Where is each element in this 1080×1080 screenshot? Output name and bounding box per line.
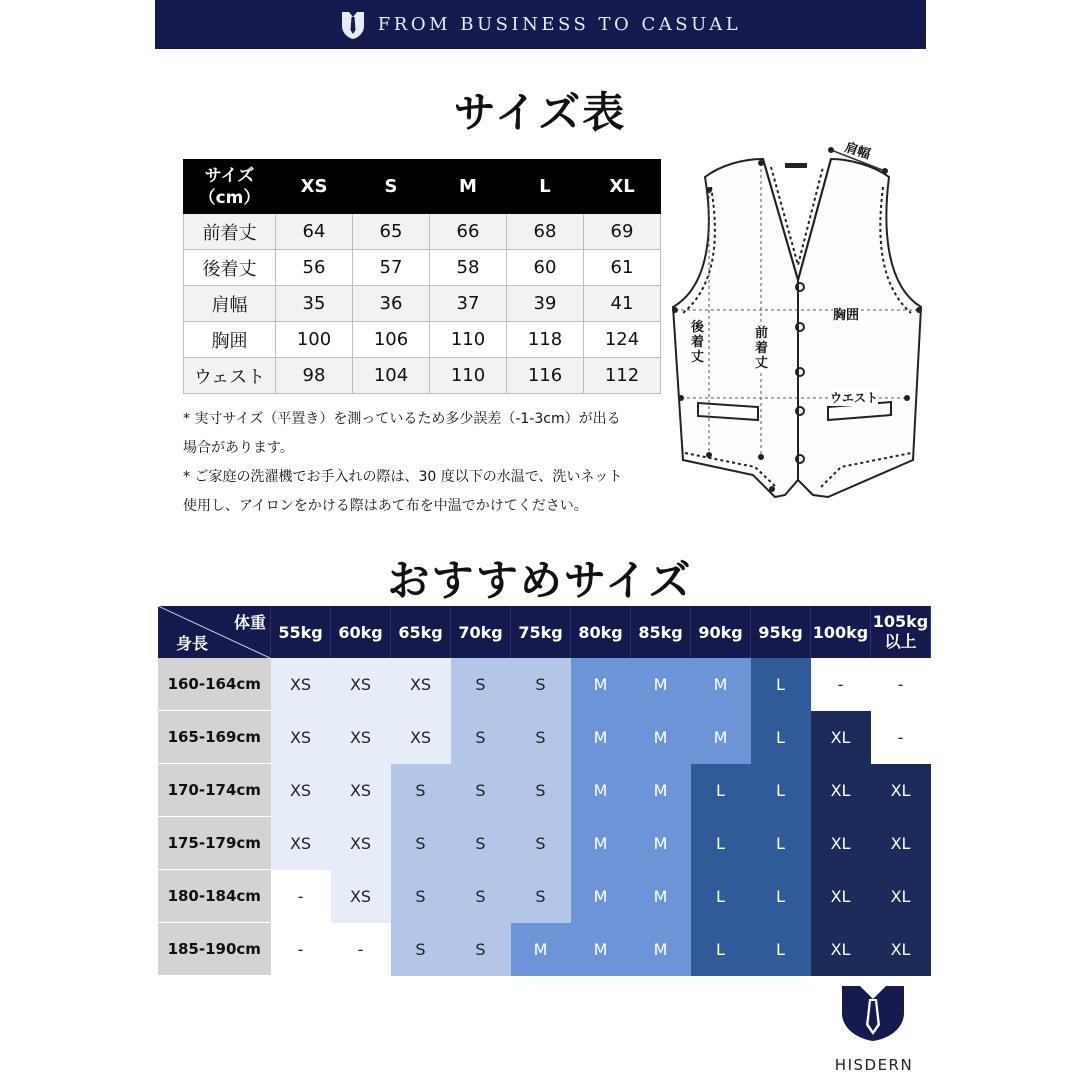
size-recommend-cell: L (691, 870, 751, 923)
size-recommend-cell: M (631, 764, 691, 817)
size-cell: 36 (353, 286, 430, 322)
size-recommend-cell: L (751, 764, 811, 817)
size-recommend-cell: L (751, 923, 811, 976)
size-recommend-cell: S (451, 923, 511, 976)
size-recommend-cell: S (511, 764, 571, 817)
size-recommend-cell: S (451, 817, 511, 870)
size-recommend-cell: M (571, 923, 631, 976)
size-chart-table (183, 159, 661, 394)
size-recommend-cell: L (751, 870, 811, 923)
recommend-row (158, 658, 931, 711)
size-recommend-cell: S (511, 817, 571, 870)
size-recommend-cell: M (691, 711, 751, 764)
size-recommend-cell: M (631, 870, 691, 923)
top-banner (155, 0, 926, 49)
weight-col: 100kg (811, 606, 871, 658)
size-row-label: ウェスト (184, 358, 276, 394)
weight-col: 65kg (391, 606, 451, 658)
size-col-m: M (430, 160, 507, 214)
weight-col: 75kg (511, 606, 571, 658)
size-recommend-cell: L (751, 817, 811, 870)
size-recommend-cell: XS (331, 764, 391, 817)
height-label: 175-179cm (158, 817, 271, 870)
size-recommend-cell: - (271, 870, 331, 923)
weight-col: 70kg (451, 606, 511, 658)
size-cell: 69 (584, 214, 661, 250)
size-recommend-cell: XS (271, 658, 331, 711)
size-recommend-cell: XS (391, 658, 451, 711)
size-cell: 39 (507, 286, 584, 322)
height-label: 160-164cm (158, 658, 271, 711)
size-chart-header (184, 160, 661, 214)
size-recommend-cell: S (511, 658, 571, 711)
size-cell: 57 (353, 250, 430, 286)
recommend-row (158, 817, 931, 870)
size-recommend-cell: S (451, 764, 511, 817)
recommend-row (158, 870, 931, 923)
size-recommend-cell: XL (811, 870, 871, 923)
size-recommend-cell: XL (871, 817, 931, 870)
hisdern-logo-icon (838, 983, 908, 1043)
size-recommend-cell: XS (271, 711, 331, 764)
size-recommend-cell: S (451, 870, 511, 923)
size-recommend-cell: XS (271, 764, 331, 817)
brand-name: HISDERN (834, 1056, 914, 1074)
size-chart-corner: サイズ （cm） (184, 160, 276, 214)
recommend-row (158, 764, 931, 817)
size-chart-title: サイズ表 (453, 88, 627, 137)
weight-col-last: 105kg 以上 (871, 606, 931, 658)
recommend-row (158, 923, 931, 976)
corner-weight: 体重 (233, 613, 266, 632)
height-label: 180-184cm (158, 870, 271, 923)
size-recommend-cell: M (511, 923, 571, 976)
recommend-row (158, 711, 931, 764)
size-recommend-cell: S (511, 711, 571, 764)
size-row-label: 胸囲 (184, 322, 276, 358)
size-col-xs: XS (276, 160, 353, 214)
size-row (184, 358, 661, 394)
size-recommend-cell: XS (331, 817, 391, 870)
recommend-corner (158, 606, 271, 658)
size-row (184, 250, 661, 286)
size-recommend-cell: L (691, 817, 751, 870)
note-line-4: 使用し、アイロンをかける際はあて布を中温でかけてください。 (183, 498, 588, 514)
size-cell: 64 (276, 214, 353, 250)
size-recommend-cell: M (631, 658, 691, 711)
vest-label-back: 後着丈 (691, 320, 705, 365)
size-cell: 100 (276, 322, 353, 358)
size-recommend-cell: XS (331, 658, 391, 711)
size-recommend-cell: M (631, 711, 691, 764)
size-col-l: L (507, 160, 584, 214)
size-cell: 60 (507, 250, 584, 286)
size-cell: 41 (584, 286, 661, 322)
size-recommend-cell: M (631, 817, 691, 870)
size-recommend-cell: XL (811, 764, 871, 817)
size-cell: 61 (584, 250, 661, 286)
size-recommend-cell: - (331, 923, 391, 976)
vest-label-chest: 胸囲 (833, 304, 859, 323)
size-cell: 56 (276, 250, 353, 286)
note-line-3: * ご家庭の洗濯機でお手入れの際は、30 度以下の水温で、洗いネット (183, 469, 623, 485)
size-recommend-cell: M (571, 711, 631, 764)
weight-col: 80kg (571, 606, 631, 658)
size-row (184, 214, 661, 250)
size-recommend-cell: S (451, 711, 511, 764)
size-recommend-cell: XL (811, 923, 871, 976)
size-row (184, 286, 661, 322)
size-col-xl: XL (584, 160, 661, 214)
size-recommend-cell: XS (271, 817, 331, 870)
size-cell: 66 (430, 214, 507, 250)
size-recommend-cell: M (691, 658, 751, 711)
size-cell: 116 (507, 358, 584, 394)
size-cell: 110 (430, 358, 507, 394)
weight-col: 90kg (691, 606, 751, 658)
size-cell: 124 (584, 322, 661, 358)
recommend-table (158, 606, 931, 976)
weight-col: 60kg (331, 606, 391, 658)
size-recommend-cell: XL (811, 817, 871, 870)
size-recommend-cell: M (571, 870, 631, 923)
size-recommend-cell: XL (811, 711, 871, 764)
size-recommend-cell: - (871, 658, 931, 711)
vest-label-waist: ウエスト (830, 391, 879, 405)
size-cell: 104 (353, 358, 430, 394)
size-recommend-cell: S (391, 817, 451, 870)
size-col-s: S (353, 160, 430, 214)
vest-label-front: 前着丈 (755, 326, 769, 371)
size-recommend-cell: XL (871, 764, 931, 817)
size-recommend-cell: XS (331, 711, 391, 764)
size-cell: 68 (507, 214, 584, 250)
size-row (184, 322, 661, 358)
size-cell: 65 (353, 214, 430, 250)
weight-col: 55kg (271, 606, 331, 658)
size-row-label: 後着丈 (184, 250, 276, 286)
corner-height: 身長 (176, 634, 209, 653)
size-recommend-cell: M (571, 658, 631, 711)
size-cell: 37 (430, 286, 507, 322)
size-recommend-cell: XS (391, 711, 451, 764)
size-cell: 98 (276, 358, 353, 394)
size-recommend-cell: - (871, 711, 931, 764)
recommend-header (158, 606, 931, 658)
height-label: 170-174cm (158, 764, 271, 817)
size-recommend-cell: M (571, 817, 631, 870)
banner-text: FROM BUSINESS TO CASUAL (377, 14, 742, 35)
size-recommend-cell: S (391, 870, 451, 923)
size-recommend-cell: S (511, 870, 571, 923)
size-cell: 106 (353, 322, 430, 358)
size-recommend-cell: M (631, 923, 691, 976)
size-recommend-cell: XS (331, 870, 391, 923)
size-recommend-cell: XL (871, 870, 931, 923)
weight-col: 85kg (631, 606, 691, 658)
vest-label-shoulder: 肩幅 (842, 140, 873, 163)
size-row-label: 肩幅 (184, 286, 276, 322)
note-line-2: 場合があります。 (183, 440, 294, 456)
weight-col: 95kg (751, 606, 811, 658)
size-recommend-cell: S (451, 658, 511, 711)
size-recommend-cell: L (691, 764, 751, 817)
shield-tie-icon (340, 10, 366, 40)
size-recommend-cell: XL (871, 923, 931, 976)
height-label: 185-190cm (158, 923, 271, 976)
size-cell: 58 (430, 250, 507, 286)
size-cell: 35 (276, 286, 353, 322)
size-recommend-cell: - (271, 923, 331, 976)
size-recommend-cell: L (691, 923, 751, 976)
size-cell: 118 (507, 322, 584, 358)
size-cell: 110 (430, 322, 507, 358)
height-label: 165-169cm (158, 711, 271, 764)
size-row-label: 前着丈 (184, 214, 276, 250)
size-cell: 112 (584, 358, 661, 394)
recommend-title: おすすめサイズ (387, 556, 693, 605)
size-recommend-cell: M (571, 764, 631, 817)
size-recommend-cell: L (751, 711, 811, 764)
size-recommend-cell: - (811, 658, 871, 711)
note-line-1: * 実寸サイズ（平置き）を測っているため多少誤差（-1-3cm）が出る (183, 411, 621, 427)
size-recommend-cell: L (751, 658, 811, 711)
size-recommend-cell: S (391, 923, 451, 976)
size-recommend-cell: S (391, 764, 451, 817)
